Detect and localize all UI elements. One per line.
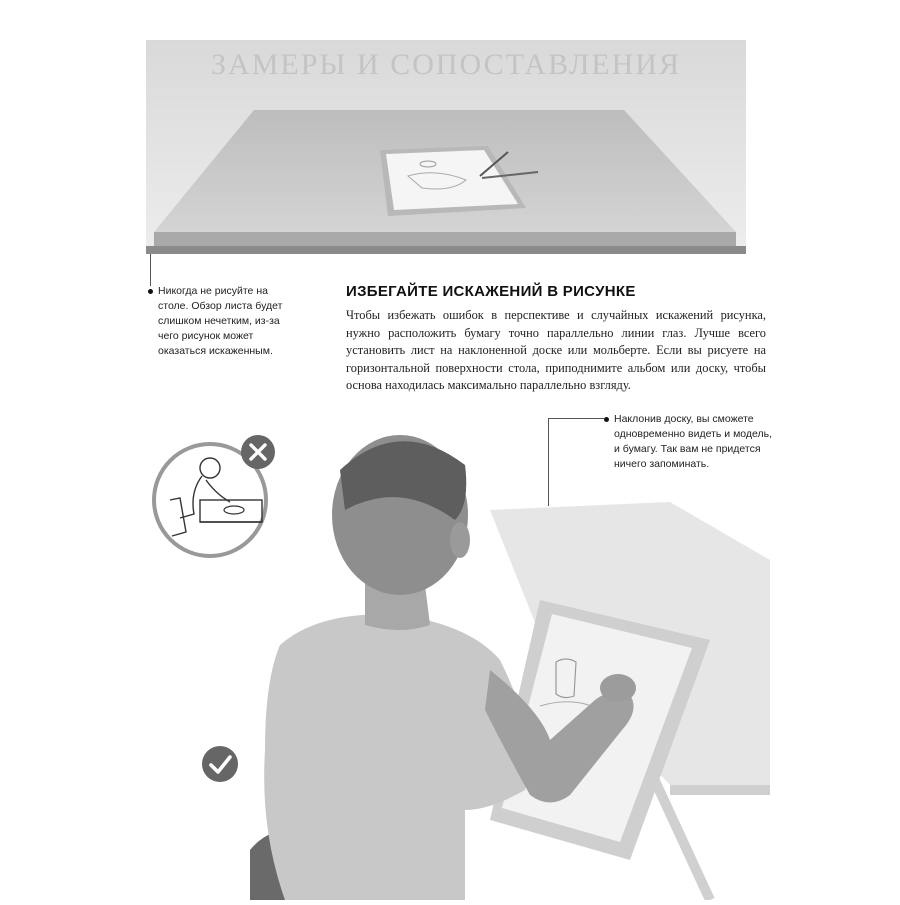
inset-wrong-posture (150, 440, 270, 560)
photo-man-tilted-board (250, 410, 770, 900)
caption-table-warning (148, 284, 298, 359)
man-torso (264, 614, 529, 900)
check-icon (200, 744, 240, 784)
caption-leader-line (150, 254, 151, 286)
caption-bullet (148, 289, 153, 294)
section-heading: ИЗБЕГАЙТЕ ИСКАЖЕНИЙ В РИСУНКЕ (346, 283, 636, 300)
caption-tilt-tip-text: Наклонив доску, вы сможете одновременно видеть и модель, и бумагу. Так вам не придется ничего запоминать. (614, 413, 773, 470)
section-body: Чтобы избежать ошибок в перспективе и случайных искажений рисунка, нужно расположить бумагу точно параллельно линии глаз. Лучше всего установить лист на наклоненной доске или мольберте. Если вы рисуете на горизонтальной поверхности стола, приподнимите альбом или доску, чтобы основа находилась максимально параллельно взгляду. (346, 308, 766, 393)
caption-table-warning-text: Никогда не рисуйте на столе. Обзор листа будет слишком нечетким, из-за чего рисунок может оказаться искаженным. (158, 285, 283, 357)
photo-flat-table (146, 40, 746, 254)
wall-faded-text: ЗАМЕРЫ И СОПОСТАВЛЕНИЯ (211, 48, 681, 81)
cross-icon (240, 434, 276, 470)
table-edge (154, 232, 736, 246)
